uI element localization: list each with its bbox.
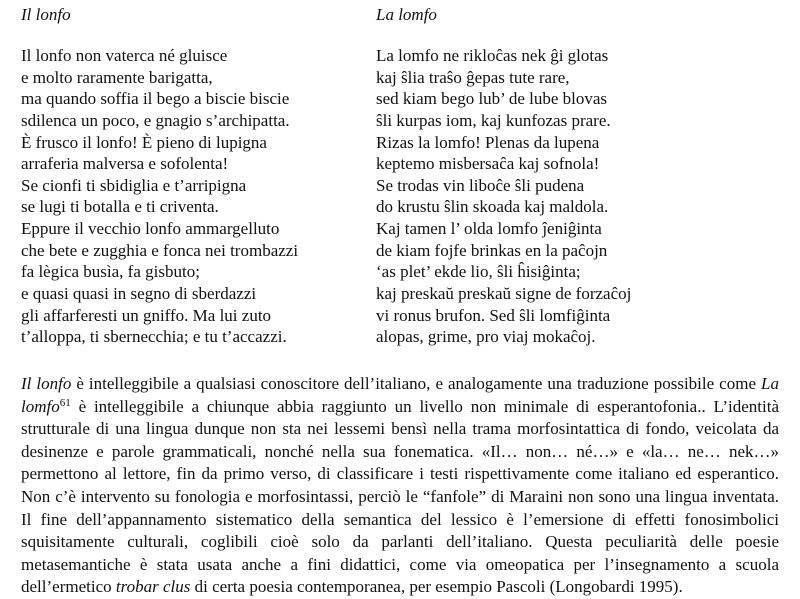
poem-line: È frusco il lonfo! È pieno di lupigna xyxy=(21,132,267,152)
poem-title-esperanto: La lomfo xyxy=(376,5,437,24)
poem-line: se lugi ti botalla e ti criventa. xyxy=(21,197,219,217)
poem-line: de kiam fojfe brinkas en la paĉojn xyxy=(376,240,608,260)
title-ref-esperanto: La lomfo xyxy=(21,374,779,416)
poem-line: Se trodas vin liboĉe ŝli pudena xyxy=(376,175,585,195)
poem-line: ŝli kurpas iom, kaj kunfozas prare. xyxy=(376,110,611,130)
poem-lines-esperanto xyxy=(376,45,696,348)
poem-line: sdilenca un poco, e gnagio s’archipatta. xyxy=(21,110,290,130)
poem-line: gli affarferesti un gniffo. Ma lui zuto xyxy=(21,305,272,325)
poem-line: Se cionfi ti sbidiglia e t’arripigna xyxy=(21,175,247,195)
poem-line: vi ronus brufon. Sed ŝli lomfiĝinta xyxy=(376,305,611,325)
term-trobar-clus: trobar clus xyxy=(115,577,191,597)
commentary-paragraph xyxy=(21,373,779,599)
poem-line: Kaj tamen l’ olda lomfo ĵeniĝinta xyxy=(376,219,602,239)
paragraph-text: è intelleggibile a chiunque abbia raggiunto un livello non minimale di esperantofonia.. L’identità strutturale di una lingua dunque non sta nei lessemi bensì nella trama morfosintattica di fondo, veicolata da desinenze e parole grammaticali, nonché nella sua fonematica. «Il… non… né…» e «la… ne… nek…» permettono al lettore, fin da primo verso, di classificare i testi rispettivamente come italiano ed esperantico. Non c’è intervento su fonologia e morfosintassi, perciò le “fanfole” di Maraini non sono una lingua inventata. Il fine dell’appannamento sistematico della semantica del lessico è l’emersione di effetti fonosimbolici squisitamente culturali, coglibili cioè solo da parlanti dell’italiano. Questa peculiarità delle poesie metasemantiche è stata usata anche a fini didattici, come via omeopatica per l’insegnamento a scuola dell’ermetico xyxy=(21,396,779,597)
poem-line: Rizas la lomfo! Plenas da lupena xyxy=(376,132,600,152)
poem-line: Il lonfo non vaterca né gluisce xyxy=(21,46,228,65)
poem-line: e quasi quasi in segno di sberdazzi xyxy=(21,284,257,304)
poem-line: arraferia malversa e sofolenta! xyxy=(21,154,229,174)
poem-line: t’alloppa, ti sbernecchia; e tu t’accazzi. xyxy=(21,327,287,347)
paragraph-text: è intelleggibile a qualsiasi conoscitore dell’italiano, e analogamente una traduzione possibile come xyxy=(71,374,762,393)
poem-line: do krustu ŝlin skoada kaj maldola. xyxy=(376,197,609,217)
poem-line: Eppure il vecchio lonfo ammargelluto xyxy=(21,219,280,239)
title-ref-italian: Il lonfo xyxy=(21,374,72,393)
paragraph-text: di certa poesia contemporanea, per esempio Pascoli (Longobardi 1995). xyxy=(190,577,683,597)
poem-esperanto xyxy=(376,4,696,348)
poem-line: fa lègica busìa, fa gisbuto; xyxy=(21,262,200,282)
poem-lines-italian xyxy=(21,45,351,348)
poem-line: ma quando soffia il bego a biscie biscie xyxy=(21,89,290,109)
poem-line: che bete e zugghia e fonca nei trombazzi xyxy=(21,240,299,260)
poem-line: e molto raramente barigatta, xyxy=(21,67,213,87)
poem-line: keptemo misbersaĉa kaj sofnola! xyxy=(376,154,600,174)
poem-line: La lomfo ne rikloĉas nek ĝi glotas xyxy=(376,46,609,65)
poem-line: sed kiam bego lub’ de lube blovas xyxy=(376,89,608,109)
poem-italian xyxy=(21,4,351,348)
poem-line: kaj ŝlia traŝo ĝepas tute rare, xyxy=(376,67,570,87)
footnote-marker[interactable]: 61 xyxy=(59,396,71,409)
poem-line: kaj preskaŭ preskaŭ signe de forzaĉoj xyxy=(376,284,632,304)
poem-line: alopas, grime, pro viaj mokaĉoj. xyxy=(376,327,596,347)
poem-title-italian: Il lonfo xyxy=(21,5,71,24)
poem-line: ‘as plet’ ekde lio, ŝli ĥisiĝinta; xyxy=(376,262,581,282)
